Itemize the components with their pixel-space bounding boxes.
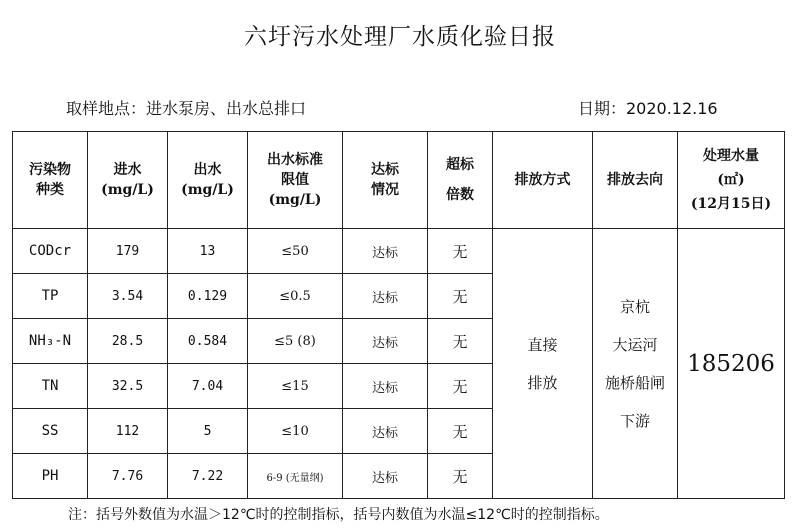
header-row (13, 132, 785, 229)
pollutant-cell: PH (13, 454, 88, 499)
pollutant-cell: TP (13, 274, 88, 319)
header-inflow: 进水 (mg/L) (88, 132, 168, 229)
exceed-cell: 无 (428, 274, 493, 319)
limit-cell: ≤0.5 (248, 274, 343, 319)
sampling-location: 取样地点：进水泵房、出水总排口 (66, 99, 307, 118)
inflow-cell: 3.54 (88, 274, 168, 319)
header-limit: 出水标准 限值 (mg/L) (248, 132, 343, 229)
compliance-cell: 达标 (343, 409, 428, 454)
limit-cell: ≤10 (248, 409, 343, 454)
discharge-method-cell: 直接 排放 (493, 229, 593, 499)
limit-cell: ≤50 (248, 229, 343, 274)
inflow-cell: 112 (88, 409, 168, 454)
header-discharge-method: 排放方式 (493, 132, 593, 229)
inflow-cell: 179 (88, 229, 168, 274)
table-row (13, 229, 785, 274)
pollutant-cell: SS (13, 409, 88, 454)
footnote: 注：括号外数值为水温＞12℃时的控制指标，括号内数值为水温≤12℃时的控制指标。 (68, 507, 609, 523)
compliance-cell: 达标 (343, 454, 428, 499)
header-compliance: 达标 情况 (343, 132, 428, 229)
outflow-cell: 7.04 (168, 364, 248, 409)
compliance-cell: 达标 (343, 319, 428, 364)
report-date: 日期：2020.12.16 (578, 99, 718, 118)
compliance-cell: 达标 (343, 364, 428, 409)
exceed-cell: 无 (428, 364, 493, 409)
compliance-cell: 达标 (343, 229, 428, 274)
outflow-cell: 5 (168, 409, 248, 454)
outflow-cell: 0.129 (168, 274, 248, 319)
outflow-cell: 0.584 (168, 319, 248, 364)
water-quality-table (12, 131, 785, 499)
inflow-cell: 28.5 (88, 319, 168, 364)
exceed-cell: 无 (428, 229, 493, 274)
header-outflow: 出水 (mg/L) (168, 132, 248, 229)
limit-cell: ≤5 (8) (248, 319, 343, 364)
treated-volume-cell: 185206 (678, 229, 785, 499)
report-title: 六圩污水处理厂水质化验日报 (244, 24, 556, 50)
exceed-cell: 无 (428, 454, 493, 499)
header-volume: 处理水量 (㎡) (12月15日) (678, 132, 785, 229)
pollutant-cell: CODcr (13, 229, 88, 274)
header-pollutant: 污染物 种类 (13, 132, 88, 229)
pollutant-cell: TN (13, 364, 88, 409)
compliance-cell: 达标 (343, 274, 428, 319)
outflow-cell: 7.22 (168, 454, 248, 499)
header-exceed: 超标 倍数 (428, 132, 493, 229)
limit-cell: ≤15 (248, 364, 343, 409)
header-discharge-destination: 排放去向 (593, 132, 678, 229)
inflow-cell: 32.5 (88, 364, 168, 409)
outflow-cell: 13 (168, 229, 248, 274)
limit-cell: 6-9 (无量纲) (248, 454, 343, 499)
exceed-cell: 无 (428, 409, 493, 454)
discharge-destination-cell: 京杭 大运河 施桥船闸 下游 (593, 229, 678, 499)
pollutant-cell: NH₃-N (13, 319, 88, 364)
exceed-cell: 无 (428, 319, 493, 364)
inflow-cell: 7.76 (88, 454, 168, 499)
